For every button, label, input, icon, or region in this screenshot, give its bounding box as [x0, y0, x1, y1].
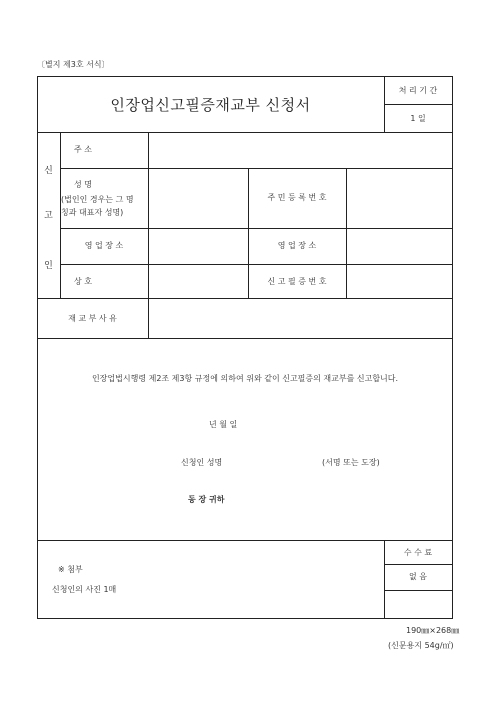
fee-label: 수 수 료 — [403, 548, 433, 557]
paper-size-label: 190㎜×268㎜ — [406, 626, 460, 635]
form-title: 인장업신고필증재교부 신청서 — [110, 96, 311, 114]
address-label: 주 소 — [74, 145, 92, 154]
name-note-line-2: 칭과 대표자 성명) — [61, 208, 124, 217]
resident-number-label: 주 민 등 록 번 호 — [267, 193, 327, 202]
certificate-number-label: 신 고 필 증 번 호 — [267, 277, 327, 286]
name-label: 성 명 — [74, 180, 92, 189]
reissue-reason-label: 재 교 부 사 유 — [68, 314, 117, 323]
application-statement: 인장업법시행령 제2조 제3항 규정에 의하여 위와 같이 신고필증의 재교부를 신고합니다. — [91, 374, 399, 383]
form-reference-label: 〔별지 제3호 서식〕 — [37, 60, 110, 69]
certificate-number-field[interactable] — [348, 266, 451, 297]
date-line: 년 월 일 — [209, 420, 238, 429]
applicant-name-label: 신청인 성명 — [181, 458, 223, 467]
reissue-reason-field[interactable] — [150, 300, 451, 337]
trade-name-label: 상 호 — [74, 277, 92, 286]
business-place-label: 영 업 장 소 — [84, 241, 124, 250]
paper-note-label: (신문용지 54g/㎡) — [388, 641, 454, 650]
trade-name-field[interactable] — [150, 266, 247, 297]
address-field[interactable] — [150, 134, 451, 167]
attachment-item: 신청인의 사진 1매 — [52, 585, 117, 594]
fee-value: 없 음 — [409, 572, 427, 581]
applicant-section-char-2: 고 — [44, 211, 53, 221]
applicant-section-char-1: 신 — [44, 166, 53, 176]
processing-period-label: 처 리 기 간 — [398, 86, 438, 95]
business-place-right-label: 영 업 장 소 — [277, 241, 317, 250]
applicant-section-char-3: 인 — [44, 261, 53, 271]
business-place-right-field[interactable] — [348, 230, 451, 263]
addressee-label: 동 장 귀하 — [188, 495, 225, 504]
resident-number-field[interactable] — [348, 170, 451, 227]
business-place-field[interactable] — [150, 230, 247, 263]
applicant-name-field[interactable] — [238, 454, 316, 468]
attachment-title: ※ 첨부 — [58, 565, 83, 574]
signature-note: (서명 또는 도장) — [322, 458, 380, 467]
name-field[interactable] — [150, 170, 247, 227]
name-note-line-1: (법인인 경우는 그 명 — [61, 195, 134, 204]
processing-period-value: 1 일 — [410, 114, 426, 123]
